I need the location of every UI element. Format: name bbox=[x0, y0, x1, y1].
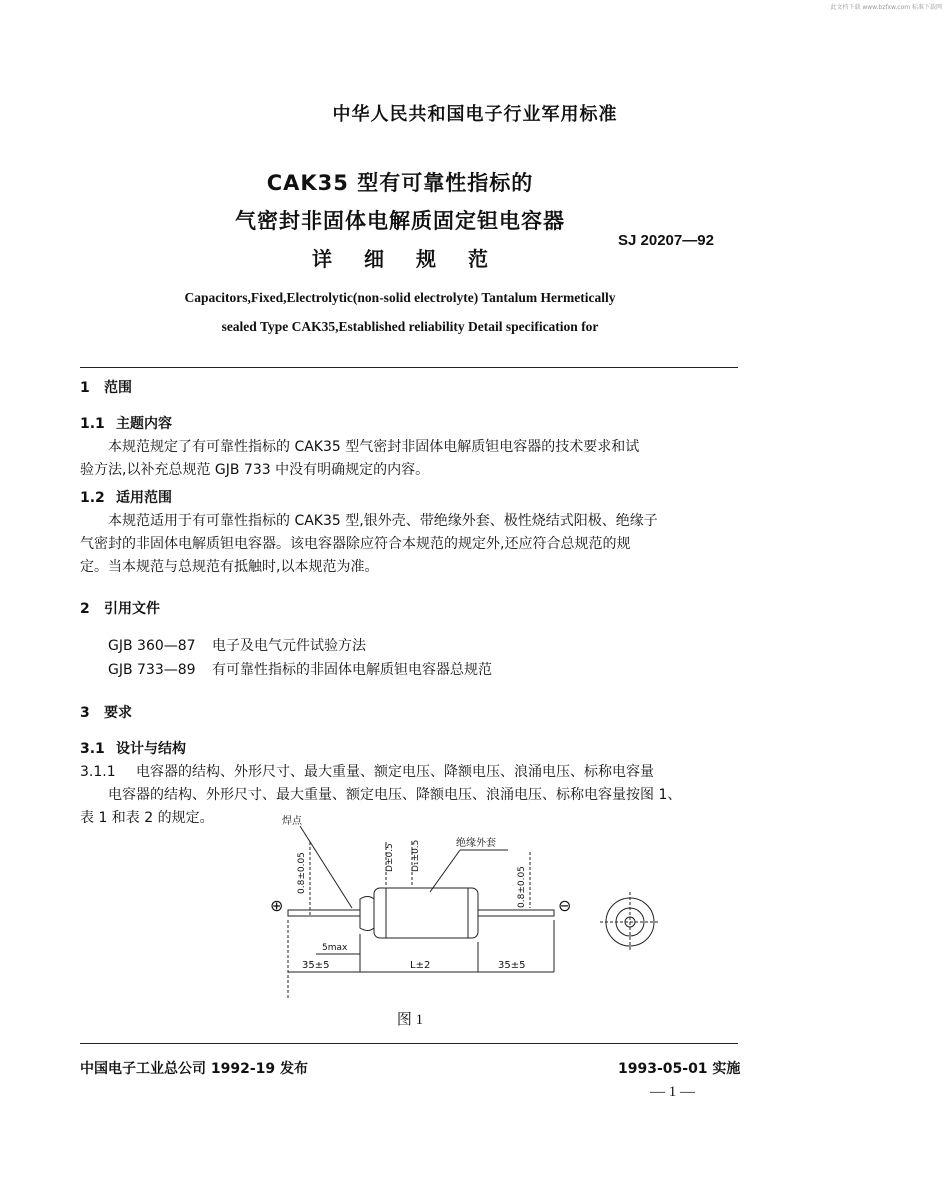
paragraph-line: 表 1 和表 2 的规定。 bbox=[80, 810, 214, 826]
reference-name: 有可靠性指标的非固体电解质钽电容器总规范 bbox=[212, 662, 492, 678]
section-1-1-body bbox=[80, 436, 745, 482]
publisher-line: 中国电子工业总公司 1992-19 发布 bbox=[80, 1061, 309, 1077]
reference-row bbox=[108, 659, 492, 682]
capacitor-body bbox=[374, 888, 478, 938]
right-lead bbox=[478, 910, 554, 916]
left-lead-diameter: 0.8±0.05 bbox=[297, 852, 307, 894]
english-title-line-2: sealed Type CAK35,Established reliability Detail specification for bbox=[221, 319, 599, 334]
title-line-1: CAK35 型有可靠性指标的 bbox=[266, 171, 534, 195]
glass-seal bbox=[360, 897, 374, 931]
weld-leader bbox=[300, 826, 352, 908]
section-title: 主题内容 bbox=[116, 416, 172, 432]
figure-caption: 图 1 bbox=[396, 1012, 424, 1028]
reference-code: GJB 360—87 bbox=[108, 638, 196, 654]
section-title: 要求 bbox=[104, 705, 132, 721]
section-3-heading bbox=[80, 702, 132, 722]
paragraph-line: 本规范规定了有可靠性指标的 CAK35 型气密封非固体电解质钽电容器的技术要求和试 bbox=[108, 439, 640, 455]
section-title: 引用文件 bbox=[104, 601, 160, 617]
effective-date: 1993-05-01 实施 bbox=[618, 1061, 741, 1077]
top-rule bbox=[80, 367, 738, 368]
section-title: 设计与结构 bbox=[116, 741, 186, 757]
section-number: 2 bbox=[80, 601, 90, 617]
corner-watermark: 此文档下载 www.bzfxw.com 标准下载网 bbox=[830, 4, 942, 11]
capacitor-drawing bbox=[260, 812, 680, 1008]
reference-name: 电子及电气元件试验方法 bbox=[212, 638, 366, 654]
section-1-1-heading bbox=[80, 413, 172, 433]
section-number: 1 bbox=[80, 380, 90, 396]
bottom-rule bbox=[80, 1043, 738, 1044]
section-1-2-heading bbox=[80, 487, 172, 507]
body-length: L±2 bbox=[410, 960, 431, 971]
left-lead bbox=[288, 910, 360, 916]
body-diameter: D±0.5 bbox=[385, 843, 395, 872]
section-1-heading bbox=[80, 377, 132, 397]
gap-label: 5max bbox=[322, 943, 348, 953]
paragraph-line: 本规范适用于有可靠性指标的 CAK35 型,银外壳、带绝缘外套、极性烧结式阳极、绝缘子 bbox=[108, 513, 658, 529]
standard-code: SJ 20207—92 bbox=[618, 232, 714, 249]
paragraph-line: 电容器的结构、外形尺寸、最大重量、额定电压、降额电压、浪涌电压、标称电容量按图 1、 bbox=[108, 787, 682, 803]
section-1-2-body bbox=[80, 510, 745, 579]
section-number: 3 bbox=[80, 705, 90, 721]
sleeve-diameter: D₁±0.5 bbox=[411, 839, 421, 872]
english-title-line-1: Capacitors,Fixed,Electrolytic(non-solid electrolyte) Tantalum Hermetically bbox=[184, 290, 616, 305]
section-number: 1.1 bbox=[80, 416, 105, 432]
section-number: 3.1 bbox=[80, 741, 105, 757]
plus-terminal-icon: ⊕ bbox=[270, 896, 284, 915]
section-title: 电容器的结构、外形尺寸、最大重量、额定电压、降额电压、浪涌电压、标称电容量 bbox=[136, 764, 654, 780]
title-char: 规 bbox=[416, 247, 436, 271]
section-3-1-1-heading bbox=[80, 761, 654, 784]
right-lead-length: 35±5 bbox=[498, 960, 526, 971]
sleeve-leader bbox=[430, 850, 460, 892]
right-lead-diameter: 0.8±0.05 bbox=[517, 866, 527, 908]
title-char: 范 bbox=[468, 247, 488, 271]
paragraph-line: 验方法,以补充总规范 GJB 733 中没有明确规定的内容。 bbox=[80, 462, 430, 478]
section-number: 3.1.1 bbox=[80, 764, 116, 780]
reference-row bbox=[108, 635, 366, 658]
page-number: — 1 — bbox=[650, 1084, 695, 1100]
left-lead-length: 35±5 bbox=[302, 960, 330, 971]
paragraph-line: 气密封的非固体电解质钽电容器。该电容器除应符合本规范的规定外,还应符合总规范的规 bbox=[80, 536, 631, 552]
reference-code: GJB 733—89 bbox=[108, 662, 196, 678]
title-char: 详 bbox=[312, 247, 332, 271]
standard-header: 中华人民共和国电子行业军用标准 bbox=[332, 104, 618, 125]
section-title: 范围 bbox=[104, 380, 132, 396]
section-2-heading bbox=[80, 598, 160, 618]
sleeve-label: 绝缘外套 bbox=[456, 838, 496, 849]
paragraph-line: 定。当本规范与总规范有抵触时,以本规范为准。 bbox=[80, 559, 379, 575]
section-3-1-heading bbox=[80, 738, 186, 758]
minus-terminal-icon: ⊖ bbox=[558, 896, 572, 915]
section-number: 1.2 bbox=[80, 490, 105, 506]
title-line-2: 气密封非固体电解质固定钽电容器 bbox=[235, 209, 565, 233]
section-title: 适用范围 bbox=[116, 490, 172, 506]
weld-label: 焊点 bbox=[282, 816, 302, 827]
title-char: 细 bbox=[364, 247, 384, 271]
